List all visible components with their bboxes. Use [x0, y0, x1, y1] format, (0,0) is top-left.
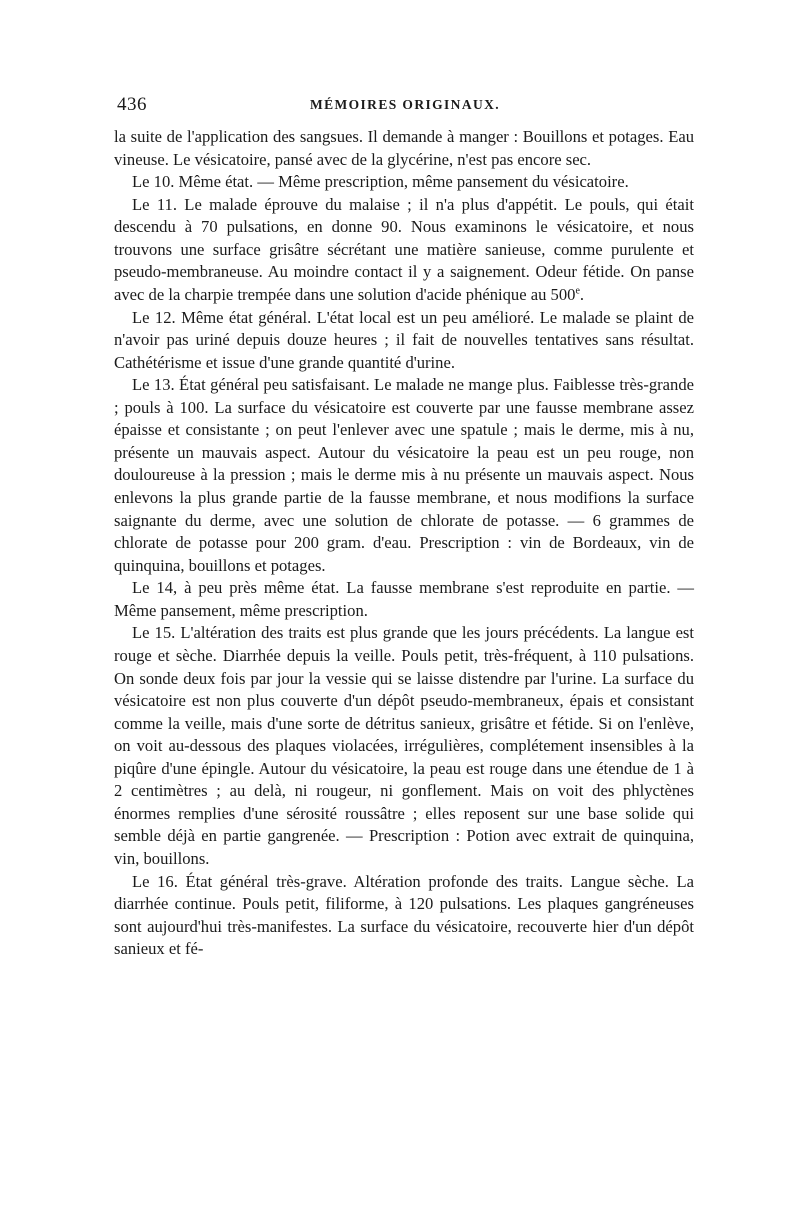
body-text — [114, 126, 694, 961]
page-header — [117, 94, 693, 120]
paragraph-day-11-end: . — [579, 284, 585, 304]
paragraph-day-11-text: Le 11. Le malade éprouve du malaise ; il n'a plus d'appétit. Le pouls, qui était descendu à 70 pulsations, en donne 90. Nous examinons le vésicatoire, et nous trouvons une surface grisâtre sécrétant une matière sanieuse, comme purulente et pseudo-membraneuse. Au moindre contact il y a saignement. Odeur fétide. On panse avec de la charpie trempée dans une solution d'acide phénique au 500 — [114, 194, 694, 304]
paragraph-day-11 — [114, 194, 694, 307]
superscript-e: e — [575, 285, 580, 297]
paragraph-continuation: la suite de l'application des sangsues. Il demande à manger : Bouillons et potages. Eau vineuse. Le vésicatoire, pansé avec de la glycérine, n'est pas encore sec. — [114, 127, 694, 169]
paragraph-day-14: Le 14, à peu près même état. La fausse membrane s'est reproduite en partie. — Même pansement, même prescription. — [114, 578, 694, 620]
paragraph-day-12: Le 12. Même état général. L'état local est un peu amélioré. Le malade se plaint de n'avoir pas uriné depuis douze heures ; il fait de nouvelles tentatives sans résultat. Cathétérisme et issue d'une grande quantité d'urine. — [114, 307, 694, 372]
paragraph-day-15: Le 15. L'altération des traits est plus grande que les jours précédents. La langue est rouge et sèche. Diarrhée depuis la veille. Pouls petit, très-fréquent, à 110 pulsations. On sonde deux fois par jour la vessie qui se laisse distendre par l'urine. La surface du vésicatoire est non plus couverte d'un dépôt pseudo-membraneux, épais et consistant comme la veille, mais d'une sorte de détritus sanieux, grisâtre et fétide. Si on l'enlève, on voit au-dessous des plaques violacées, irrégulières, complétement insensibles à la piqûre d'une épingle. Autour du vésicatoire, la peau est rouge dans une étendue de 1 à 2 centimètres ; au delà, ni rougeur, ni gonflement. Mais on voit des phlyctènes énormes remplies d'une sérosité roussâtre ; elles reposent sur une base solide qui semble déjà en partie gangrenée. — Prescription : Potion avec extrait de quinquina, vin, bouillons. — [114, 623, 694, 868]
paragraph-day-16: Le 16. État général très-grave. Altération profonde des traits. Langue sèche. La diarrhée continue. Pouls petit, filiforme, à 120 pulsations. Les plaques gangréneuses sont aujourd'hui très-manifestes. La surface du vésicatoire, recouverte hier d'un dépôt sanieux et fé- — [114, 871, 694, 959]
paragraph-day-13: Le 13. État général peu satisfaisant. Le malade ne mange plus. Faiblesse très-grande ; pouls à 100. La surface du vésicatoire est couverte par une fausse membrane assez épaisse et consistante ; on peut l'enlever avec une spatule ; mais le derme, mis à nu, présente un mauvais aspect. Autour du vésicatoire la peau est un peu rouge, non douloureuse à la pression ; mais le derme mis à nu présente un mauvais aspect. Nous enlevons la plus grande partie de la fausse membrane, et nous modifions la surface saignante du derme, avec une solution de chlorate de potasse. — 6 grammes de chlorate de potasse pour 200 gram. d'eau. Prescription : vin de Bordeaux, vin de quinquina, bouillons et potages. — [114, 375, 694, 575]
page-number: 436 — [117, 94, 147, 115]
running-title: MÉMOIRES ORIGINAUX. — [309, 97, 501, 112]
paragraph-day-10: Le 10. Même état. — Même prescription, même pansement du vésicatoire. — [132, 172, 629, 192]
